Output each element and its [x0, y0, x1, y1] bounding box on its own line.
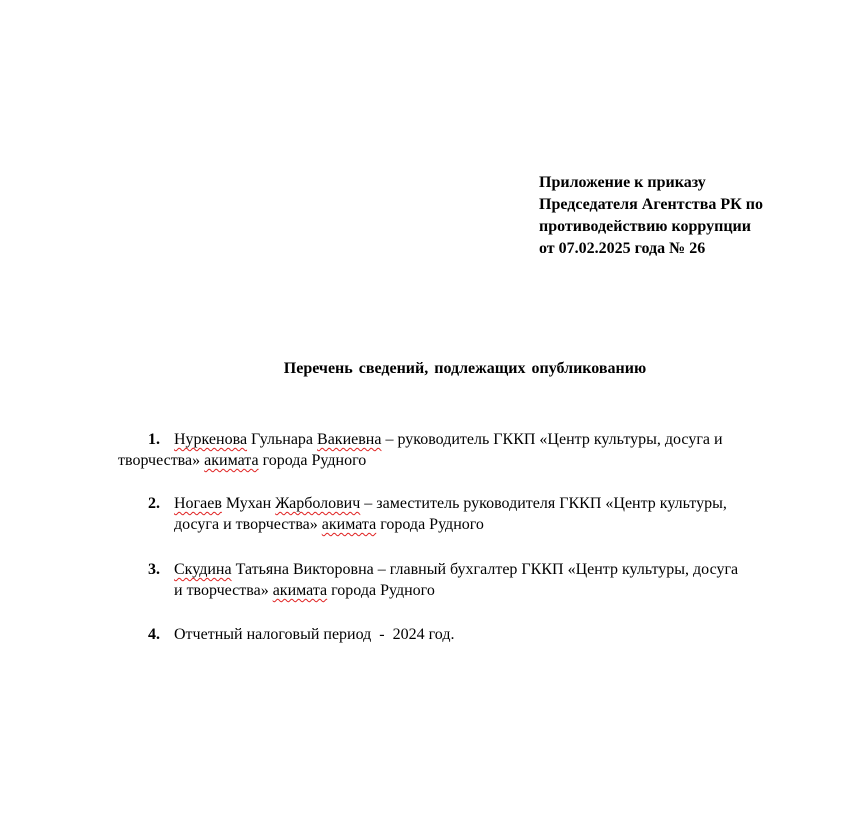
text-segment: и творчества»: [174, 582, 273, 599]
text-segment: творчества»: [118, 452, 205, 469]
text-segment: Отчетный налоговый период - 2024 год.: [174, 626, 455, 643]
document-title: Перечень сведений, подлежащих опубликованию: [283, 360, 647, 377]
misspelled-word: Жарболович: [275, 495, 361, 512]
list-item-line: [174, 560, 738, 580]
list-item-number: 4.: [148, 626, 160, 643]
list-item-line: [174, 581, 435, 601]
text-segment: – заместитель руководителя ГККП «Центр культуры,: [360, 495, 727, 512]
misspelled-word: Вакиевна: [317, 431, 382, 448]
misspelled-word: Скудина: [174, 561, 232, 578]
misspelled-word: акимата: [321, 516, 377, 533]
text-segment: города Рудного: [327, 582, 435, 599]
appendix-header: [539, 172, 763, 260]
text-segment: города Рудного: [376, 516, 484, 533]
list-item-line: [174, 515, 484, 535]
text-segment: досуга и творчества»: [174, 516, 322, 533]
list-item-number: 1.: [148, 431, 160, 448]
misspelled-word: Ногаев: [174, 495, 222, 512]
list-item-line: [118, 451, 366, 471]
list-item-number: 3.: [148, 561, 160, 578]
text-segment: города Рудного: [258, 452, 367, 469]
list-item-line: [174, 494, 727, 514]
list-item-line: [174, 625, 454, 645]
header-line: от 07.02.2025 года № 26: [539, 240, 706, 257]
header-line: Председателя Агентства РК по: [539, 196, 763, 213]
list-item-line: [174, 430, 723, 450]
list-item-number: 2.: [148, 495, 160, 512]
misspelled-word: Нуркенова: [174, 431, 248, 448]
header-line: противодействию коррупции: [539, 218, 751, 235]
text-segment: Татьяна Викторовна – главный бухгалтер ГККП «Центр культуры, досуга: [231, 561, 739, 578]
misspelled-word: акимата: [204, 452, 259, 469]
text-segment: Гульнара: [247, 431, 318, 448]
header-line: Приложение к приказу: [539, 174, 706, 191]
text-segment: – руководитель ГККП «Центр культуры, досуга и: [381, 431, 723, 448]
text-segment: Мухан: [221, 495, 276, 512]
misspelled-word: акимата: [272, 582, 328, 599]
